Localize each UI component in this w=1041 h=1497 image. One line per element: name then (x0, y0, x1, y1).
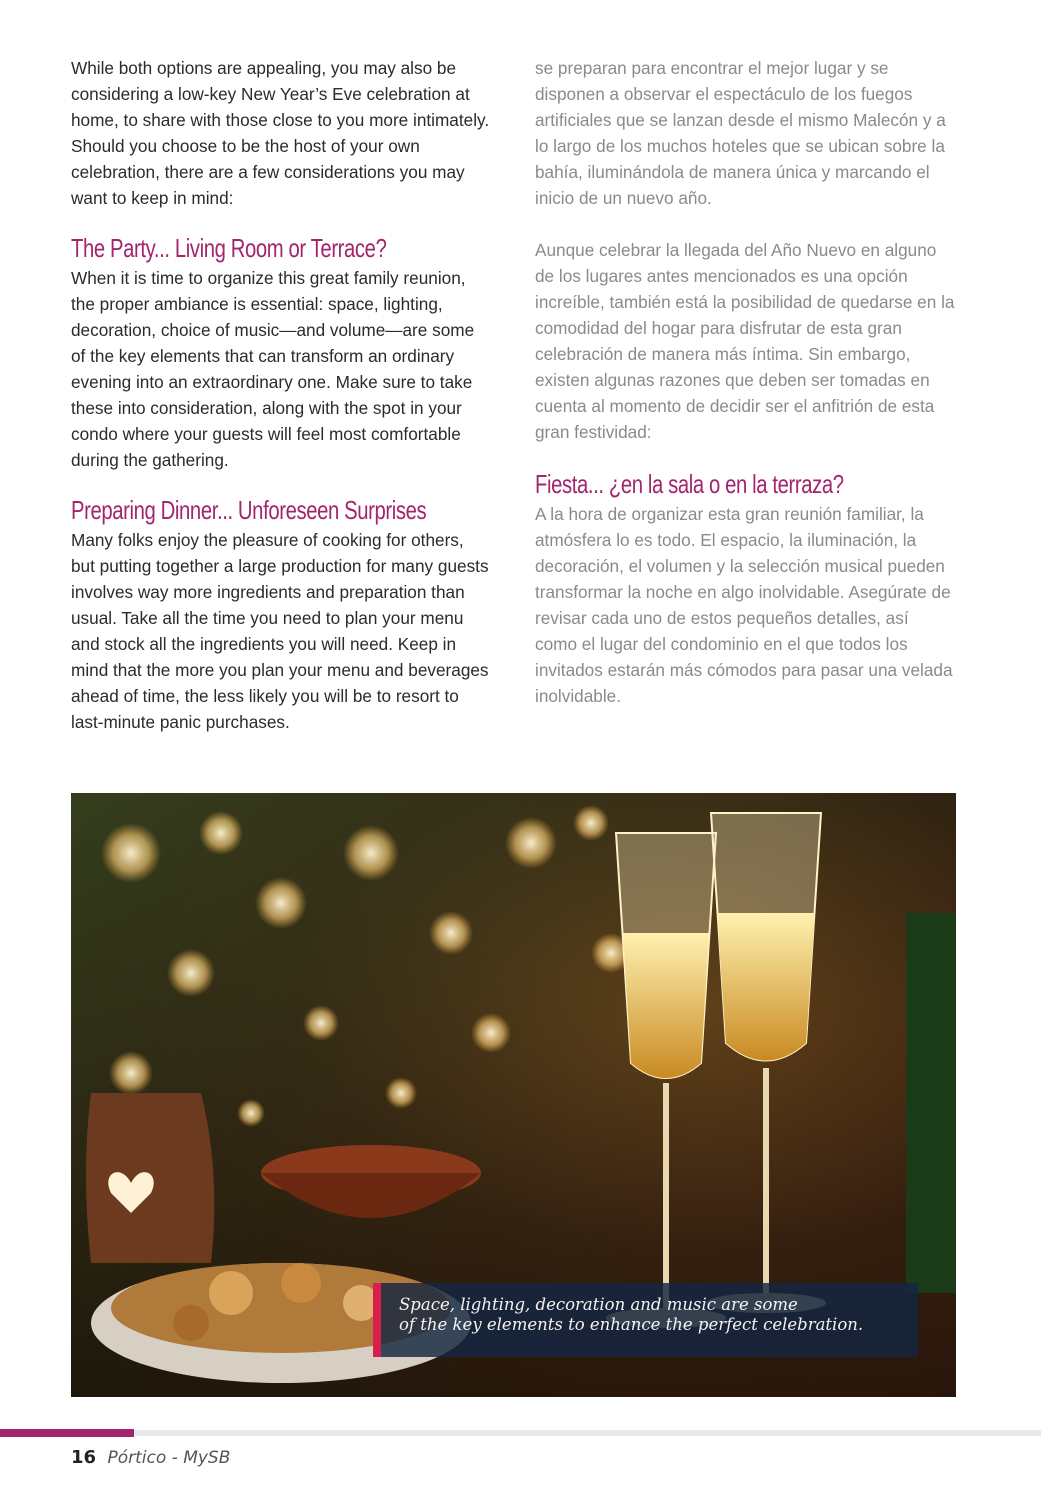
publication-name: Pórtico - MySB (107, 1448, 231, 1468)
wine-bottle (906, 913, 956, 1293)
celebration-paragraph: Aunque celebrar la llegada del Año Nuevo en alguno de los lugares antes mencionados es una opción increíble, también está la posibilidad de quedarse en la comodidad del hogar para disfrutar de esta gran celebración de manera más íntima. Sin embargo, existen algunas razones que deben ser tomadas en cuenta al momento de decidir ser el anfitrión de esta gran festividad: (535, 240, 955, 442)
fireworks-paragraph: se preparan para encontrar el mejor lugar y se disponen a observar el espectáculo de los fuegos artificiales que se lanzan desde el mismo Malecón y a lo largo de los muchos hoteles que se ubican sobre la bahía, iluminándola de manera única y marcando el inicio de un nuevo año. (535, 58, 946, 208)
heading-party: The Party... Living Room or Terrace? (71, 233, 387, 263)
candle-holder (86, 1093, 214, 1263)
intro-paragraph: While both options are appealing, you may also be considering a low-key New Year’s Eve celebration at home, to share with those close to you more intimately. Should you choose to be the host of your own celebration, there are a few considerations you may want to keep in mind: (71, 58, 490, 208)
heading-fiesta: Fiesta... ¿en la sala o en la terraza? (535, 469, 844, 499)
caption-line-1: Space, lighting, decoration and music are some (399, 1295, 798, 1314)
fiesta-paragraph: A la hora de organizar esta gran reunión familiar, la atmósfera lo es todo. El espacio, la iluminación, la decoración, el volumen y la selección musical pueden transformar la noche en algo inolvidable. Asegúrate de revisar cada uno de estos pequeños detalles, así como el lugar del condominio en el que todos los invitados estarán más cómodos para pasar una velada inolvidable. (535, 504, 953, 706)
caption-line-2: of the key elements to enhance the perfect celebration. (399, 1315, 864, 1334)
heading-dinner: Preparing Dinner... Unforeseen Surprises (71, 495, 427, 525)
footer-accent-bar (0, 1429, 134, 1437)
spanish-column (535, 55, 955, 709)
footer-rule (134, 1430, 1041, 1436)
photo-caption (373, 1283, 918, 1357)
celebration-photo (71, 793, 956, 1397)
page-number: 16 (71, 1447, 97, 1468)
english-column (71, 55, 491, 735)
dinner-paragraph: Many folks enjoy the pleasure of cooking for others, but putting together a large production for many guests involves way more ingredients and preparation than usual. Take all the time you need to plan your menu and stock all the ingredients you will need. Keep in mind that the more you plan your menu and beverages ahead of time, the less likely you will be to resort to last-minute panic purchases. (71, 530, 489, 732)
page-footer (71, 1447, 230, 1468)
party-paragraph: When it is time to organize this great family reunion, the proper ambiance is essential: space, lighting, decoration, choice of music—and volume—are some of the key elements that can transform an ordinary evening into an extraordinary one. Make sure to take these into consideration, along with the spot in your condo where your guests will feel most comfortable during the gathering. (71, 268, 475, 470)
